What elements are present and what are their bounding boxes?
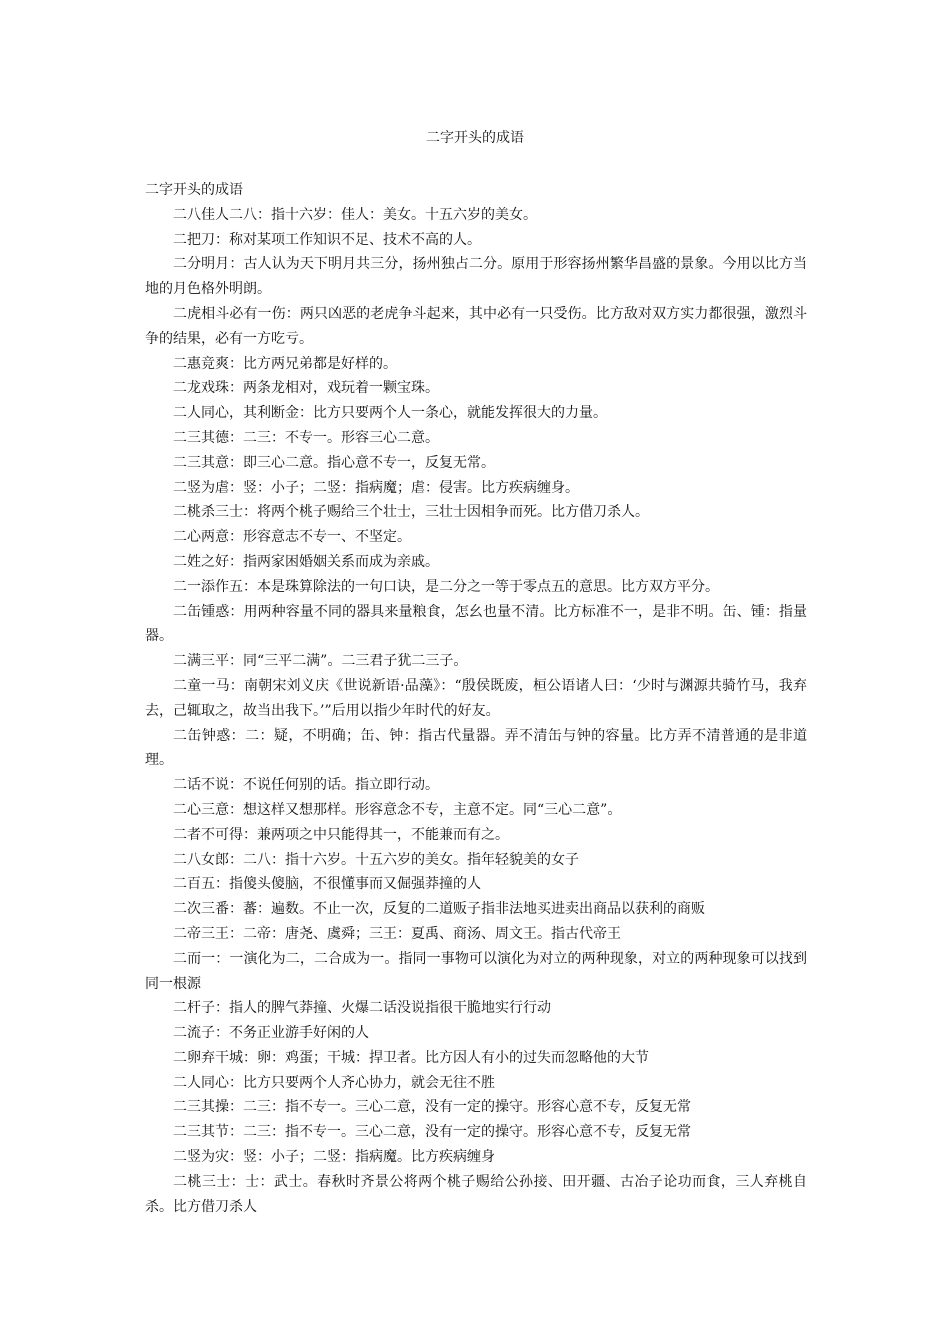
idiom-entry: 二心两意：形容意志不专一、不坚定。 [173, 529, 411, 546]
idiom-entry: 二一添作五：本是珠算除法的一句口诀，是二分之一等于零点五的意思。比方双方平分。 [173, 578, 719, 595]
idiom-entry: 二心三意：想这样又想那样。形容意念不专，主意不定。同“三心二意”。 [173, 801, 622, 818]
idiom-entry: 二杆子：指人的脾气莽撞、火爆二话没说指很干脆地实行行动 [173, 1000, 551, 1017]
idiom-entry: 二百五：指傻头傻脑，不很懂事而又倔强莽撞的人 [173, 876, 481, 893]
idiom-entry: 二童一马：南朝宋刘义庆《世说新语·品藻》：“殷侯既废，桓公语诸人曰：‘少时与渊源共骑竹马，我弃去，己辄取之，故当出我下。’”后用以指少年时代的好友。 [145, 677, 807, 719]
idiom-entry: 二分明月：古人认为天下明月共三分，扬州独占二分。原用于形容扬州繁华昌盛的景象。今用以比方当地的月色格外明朗。 [145, 256, 807, 298]
idiom-entry: 二把刀：称对某项工作知识不足、技术不高的人。 [173, 231, 481, 248]
idiom-entry: 二人同心，其利断金：比方只要两个人一条心，就能发挥很大的力量。 [173, 405, 607, 422]
idiom-entry: 二而一：一演化为二，二合成为一。指同一事物可以演化为对立的两种现象，对立的两种现象可以找到同一根源 [145, 950, 807, 992]
idiom-entry: 二话不说：不说任何别的话。指立即行动。 [173, 777, 439, 794]
idiom-entry: 二满三平：同“三平二满”。二三君子犹二三子。 [173, 653, 468, 670]
idiom-entry: 二缶锺惑：用两种容量不同的器具来量粮食，怎幺也量不清。比方标准不一，是非不明。缶、锺：指量器。 [145, 603, 807, 645]
idiom-list [145, 203, 807, 1220]
idiom-entry: 二八女郎：二八：指十六岁。十五六岁的美女。指年轻貌美的女子 [173, 851, 579, 868]
idiom-entry: 二者不可得：兼两项之中只能得其一，不能兼而有之。 [173, 826, 509, 843]
section-heading: 二字开头的成语 [145, 182, 243, 198]
idiom-entry: 二八佳人二八：指十六岁：佳人：美女。十五六岁的美女。 [173, 206, 537, 223]
idiom-entry: 二流子：不务正业游手好闲的人 [173, 1025, 369, 1042]
idiom-entry: 二龙戏珠：两条龙相对，戏玩着一颗宝珠。 [173, 380, 439, 397]
idiom-entry: 二三其意：即三心二意。指心意不专一，反复无常。 [173, 454, 495, 471]
idiom-entry: 二卵弃干城：卵：鸡蛋；干城：捍卫者。比方因人有小的过失而忽略他的大节 [173, 1049, 649, 1066]
idiom-entry: 二竖为灾：竖：小子；二竖：指病魔。比方疾病缠身 [173, 1149, 495, 1166]
idiom-entry: 二三其节：二三：指不专一。三心二意，没有一定的操守。形容心意不专，反复无常 [173, 1124, 691, 1141]
idiom-entry: 二桃杀三士：将两个桃子赐给三个壮士，三壮士因相争而死。比方借刀杀人。 [173, 504, 649, 521]
idiom-entry: 二虎相斗必有一伤：两只凶恶的老虎争斗起来，其中必有一只受伤。比方敌对双方实力都很强，激烈斗争的结果，必有一方吃亏。 [145, 305, 807, 347]
idiom-entry: 二三其操：二三：指不专一。三心二意，没有一定的操守。形容心意不专，反复无常 [173, 1099, 691, 1116]
idiom-entry: 二桃三士：士：武士。春秋时齐景公将两个桃子赐给公孙接、田开疆、古冶子论功而食，三人弃桃自杀。比方借刀杀人 [145, 1173, 807, 1215]
idiom-entry: 二惠竞爽：比方两兄弟都是好样的。 [173, 355, 397, 372]
idiom-entry: 二人同心：比方只要两个人齐心协力，就会无往不胜 [173, 1074, 495, 1091]
idiom-entry: 二缶钟惑：二：疑，不明确；缶、钟：指古代量器。弄不清缶与钟的容量。比方弄不清普通的是非道理。 [145, 727, 807, 769]
document-body [145, 178, 807, 1219]
idiom-entry: 二三其德：二三：不专一。形容三心二意。 [173, 429, 439, 446]
idiom-entry: 二竖为虐：竖：小子；二竖：指病魔；虐：侵害。比方疾病缠身。 [173, 479, 579, 496]
idiom-entry: 二姓之好：指两家困婚姻关系而成为亲戚。 [173, 553, 439, 570]
document-title: 二字开头的成语 [426, 130, 524, 146]
idiom-entry: 二帝三王：二帝：唐尧、虞舜；三王：夏禹、商汤、周文王。指古代帝王 [173, 925, 621, 942]
idiom-entry: 二次三番：蕃：遍数。不止一次，反复的二道贩子指非法地买进卖出商品以获利的商贩 [173, 901, 705, 918]
